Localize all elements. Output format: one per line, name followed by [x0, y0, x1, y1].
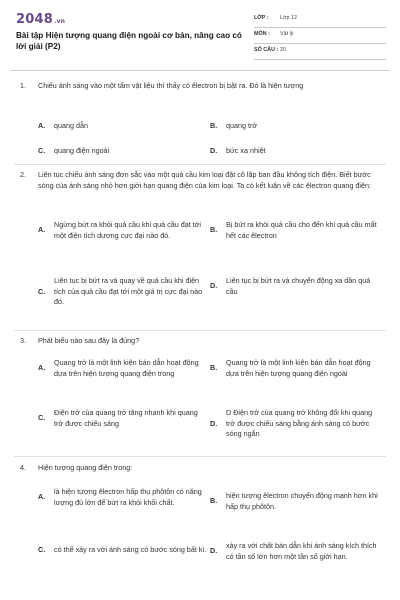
option-text: Liên tục bị bứt ra và chuyển động xa dần quả cầu	[226, 276, 371, 296]
question-divider	[14, 456, 386, 457]
option-letter: A.	[38, 225, 46, 235]
site-logo[interactable]	[16, 12, 65, 27]
option-text: Ngừng bứt ra khỏi quả cầu khi quả cầu đạt tới một điện tích dương cực đại nào đó.	[54, 220, 201, 240]
option-letter: A.	[38, 363, 46, 373]
option-text: quang dẫn	[54, 121, 88, 130]
question-number: 1.	[20, 81, 26, 90]
question-2	[0, 170, 400, 330]
option-letter: A.	[38, 492, 46, 502]
option-b[interactable]	[210, 220, 382, 241]
meta-value-grade: Lớp 12	[280, 15, 298, 21]
option-text: là hiện tượng êlectron hấp thụ phôtôn có năng lượng đủ lớn để bứt ra khỏi khối chất.	[54, 487, 202, 507]
option-text: xảy ra với chất bán dẫn khi ánh sáng kích thích có tần số lớn hơn một tần số giới hạn.	[226, 541, 377, 561]
option-text: Bị bứt ra khỏi quả cầu cho đến khi quả cầu mất hết các êlectron	[226, 220, 377, 240]
option-text: Quang trở là một linh kiện bán dẫn hoạt động dựa trên hiện tượng quang điện ngoài	[226, 358, 371, 378]
option-letter: D.	[210, 146, 218, 155]
option-letter: C.	[38, 413, 46, 423]
option-a[interactable]	[38, 358, 208, 379]
option-text: D Điện trở của quang trở không đổi khi quang trở được chiếu sáng bằng ánh sáng có bước sóng ngắn	[226, 408, 373, 438]
meta-value-count: 20	[280, 47, 286, 53]
question-divider	[14, 164, 386, 165]
question-number: 4.	[20, 463, 26, 472]
logo-main-text: 2048	[16, 12, 53, 27]
question-4	[0, 463, 400, 593]
option-letter: C.	[38, 146, 46, 155]
option-text: bức xạ nhiệt	[226, 146, 266, 155]
question-text: Chiếu ánh sáng vào một tấm vật liệu thì thấy có êlectron bị bật ra. Đó là hiện tượng	[38, 81, 304, 90]
option-text: Điện trở của quang trở tăng nhanh khi quang trở được chiếu sáng	[54, 408, 198, 428]
option-text: có thể xảy ra với ánh sáng có bước sóng bất kì.	[54, 545, 207, 554]
header-divider	[10, 70, 390, 71]
question-1	[0, 81, 400, 161]
meta-row-grade	[254, 12, 386, 28]
option-c[interactable]	[38, 276, 208, 308]
meta-row-subject	[254, 28, 386, 44]
option-text: hiện tượng êlectron chuyển động mạnh hơn khi hấp thụ phôtôn.	[226, 491, 378, 511]
question-divider	[14, 330, 386, 331]
option-b[interactable]	[210, 491, 382, 512]
meta-label-count: SỐ CÂU :	[254, 47, 279, 53]
page-title: Bài tập Hiện tượng quang điện ngoài cơ bản, nâng cao có lời giải (P2)	[16, 31, 242, 51]
option-text: quang điện ngoài	[54, 146, 110, 155]
meta-label-grade: LỚP :	[254, 15, 269, 21]
option-d[interactable]	[210, 541, 382, 562]
question-number: 2.	[20, 170, 26, 179]
option-a[interactable]	[38, 121, 208, 132]
meta-label-subject: MÔN :	[254, 31, 270, 37]
option-text: Quang trở là một linh kiện bán dẫn hoạt động dựa trên hiện tượng quang điện trong	[54, 358, 199, 378]
meta-panel	[254, 12, 386, 60]
option-b[interactable]	[210, 121, 380, 132]
option-letter: B.	[210, 121, 218, 130]
option-a[interactable]	[38, 487, 208, 508]
question-3	[0, 336, 400, 454]
option-d[interactable]	[210, 146, 380, 157]
option-c[interactable]	[38, 146, 208, 157]
option-text: quang trở	[226, 121, 258, 130]
option-letter: D.	[210, 281, 218, 291]
option-a[interactable]	[38, 220, 208, 241]
option-letter: C.	[38, 286, 46, 296]
option-letter: A.	[38, 121, 46, 130]
question-text: Phát biểu nào sau đây là đúng?	[38, 336, 140, 345]
option-letter: D.	[210, 418, 218, 428]
page-header	[0, 0, 400, 70]
option-d[interactable]	[210, 408, 382, 440]
logo-suffix-text: .vn	[53, 18, 66, 25]
option-c[interactable]	[38, 545, 208, 556]
question-text: Hiện tượng quang điện trong:	[38, 463, 133, 472]
option-letter: C.	[38, 545, 46, 554]
option-b[interactable]	[210, 358, 382, 379]
option-text: Liên tục bị bứt ra và quay về quả cầu khi điện tích của quả cầu đạt tới một giá trị cực đại nào đó.	[54, 276, 203, 306]
option-c[interactable]	[38, 408, 208, 429]
meta-row-count	[254, 44, 386, 60]
option-letter: D.	[210, 546, 218, 556]
question-number: 3.	[20, 336, 26, 345]
option-letter: B.	[210, 496, 218, 506]
option-letter: B.	[210, 363, 218, 373]
option-d[interactable]	[210, 276, 382, 297]
option-letter: B.	[210, 225, 218, 235]
meta-value-subject: Vật lý	[280, 31, 294, 37]
question-text: Liên tục chiếu ánh sáng đơn sắc vào một quả cầu kim loại đặt cô lập ban đầu không tích điện. Biết bước sóng của ánh sáng nhỏ hơn giới hạn quang điện của kim loại. Ta có kết luận về các êlectron quang điện:	[38, 170, 371, 190]
